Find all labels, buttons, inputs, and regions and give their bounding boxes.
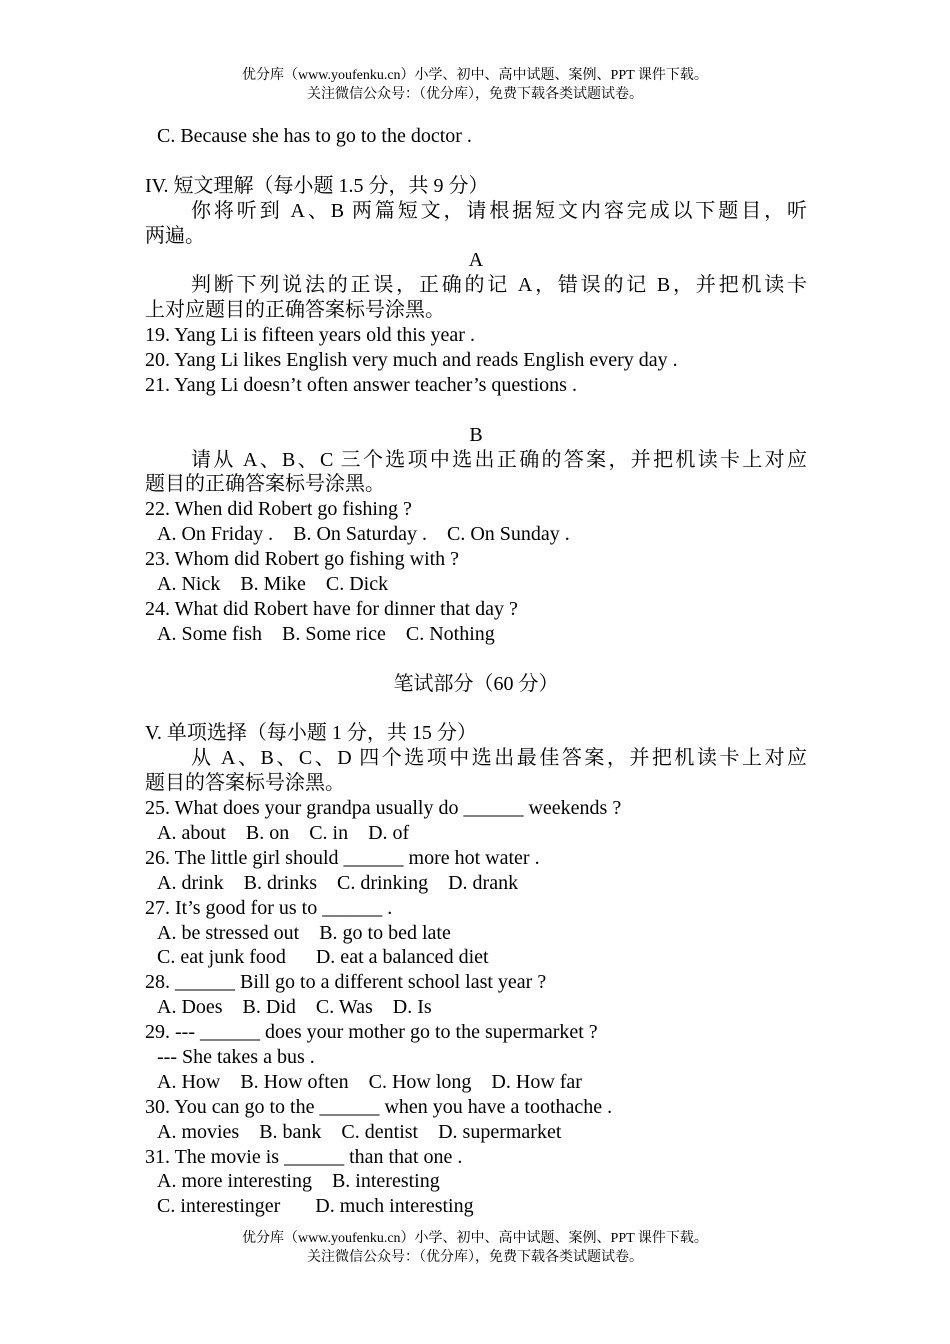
question-20: 20. Yang Li likes English very much and reads English every day . bbox=[145, 349, 678, 372]
written-part-title: 笔试部分（60 分） bbox=[393, 672, 559, 695]
question-27: 27. It’s good for us to ______ . bbox=[145, 896, 393, 919]
header-line-1: 优分库（www.youfenku.cn）小学、初中、高中试题、案例、PPT 课件下载。 bbox=[242, 68, 708, 83]
exam-body bbox=[145, 124, 807, 1219]
question-26-options: A. drink B. drinks C. drinking D. drank bbox=[157, 871, 519, 894]
question-29-answer: --- She takes a bus . bbox=[157, 1045, 315, 1068]
section-4-intro-line-2: 两遍。 bbox=[145, 224, 205, 247]
footer-line-1: 优分库（www.youfenku.cn）小学、初中、高中试题、案例、PPT 课件下载。 bbox=[242, 1231, 708, 1246]
question-23-options: A. Nick B. Mike C. Dick bbox=[157, 573, 389, 596]
question-30: 30. You can go to the ______ when you have a toothache . bbox=[145, 1095, 613, 1118]
question-22: 22. When did Robert go fishing ? bbox=[145, 498, 412, 521]
page-footer bbox=[0, 1229, 950, 1267]
question-24: 24. What did Robert have for dinner that day ? bbox=[145, 597, 518, 620]
question-31-options-row-2: C. interestinger D. much interesting bbox=[157, 1195, 474, 1218]
part-a-instruction-line-1: 判断下列说法的正误，正确的记 A，错误的记 B，并把机读卡 bbox=[191, 274, 807, 297]
part-b-label: B bbox=[469, 423, 483, 446]
section-4-title: IV. 短文理解（每小题 1.5 分，共 9 分） bbox=[145, 174, 489, 197]
question-30-options: A. movies B. bank C. dentist D. supermarket bbox=[157, 1120, 562, 1143]
question-27-options-row-1: A. be stressed out B. go to bed late bbox=[157, 921, 451, 944]
part-b-instruction-line-1: 请从 A、B、C 三个选项中选出正确的答案，并把机读卡上对应 bbox=[191, 448, 807, 471]
part-a-instruction-line-2: 上对应题目的正确答案标号涂黑。 bbox=[145, 299, 445, 322]
question-21: 21. Yang Li doesn’t often answer teacher’s questions . bbox=[145, 373, 577, 396]
section-5-intro-line-1: 从 A、B、C、D 四个选项中选出最佳答案，并把机读卡上对应 bbox=[191, 747, 807, 770]
question-19: 19. Yang Li is fifteen years old this year . bbox=[145, 324, 475, 347]
question-31-options-row-1: A. more interesting B. interesting bbox=[157, 1170, 440, 1193]
question-22-options: A. On Friday . B. On Saturday . C. On Sunday . bbox=[157, 523, 570, 546]
question-25-options: A. about B. on C. in D. of bbox=[157, 821, 410, 844]
question-23: 23. Whom did Robert go fishing with ? bbox=[145, 548, 460, 571]
section-5-intro-line-2: 题目的答案标号涂黑。 bbox=[145, 772, 345, 795]
carryover-option: C. Because she has to go to the doctor . bbox=[157, 125, 472, 147]
question-29-options: A. How B. How often C. How long D. How far bbox=[157, 1070, 582, 1093]
page-header bbox=[0, 66, 950, 104]
question-27-options-row-2: C. eat junk food D. eat a balanced diet bbox=[157, 946, 489, 969]
part-a-label: A bbox=[468, 249, 484, 272]
question-25: 25. What does your grandpa usually do ______ weekends ? bbox=[145, 797, 622, 820]
question-29: 29. --- ______ does your mother go to the supermarket ? bbox=[145, 1021, 598, 1044]
section-4-intro-line-1: 你将听到 A、B 两篇短文，请根据短文内容完成以下题目，听 bbox=[191, 199, 807, 222]
header-line-2: 关注微信公众号：（优分库），免费下载各类试题试卷。 bbox=[307, 87, 643, 102]
part-b-instruction-line-2: 题目的正确答案标号涂黑。 bbox=[145, 473, 385, 496]
section-5-title: V. 单项选择（每小题 1 分，共 15 分） bbox=[145, 722, 477, 745]
question-28: 28. ______ Bill go to a different school last year ? bbox=[145, 971, 547, 994]
question-26: 26. The little girl should ______ more hot water . bbox=[145, 846, 540, 869]
question-28-options: A. Does B. Did C. Was D. Is bbox=[157, 996, 432, 1019]
question-31: 31. The movie is ______ than that one . bbox=[145, 1145, 463, 1168]
footer-line-2: 关注微信公众号：（优分库），免费下载各类试题试卷。 bbox=[307, 1250, 643, 1265]
question-24-options: A. Some fish B. Some rice C. Nothing bbox=[157, 622, 495, 645]
